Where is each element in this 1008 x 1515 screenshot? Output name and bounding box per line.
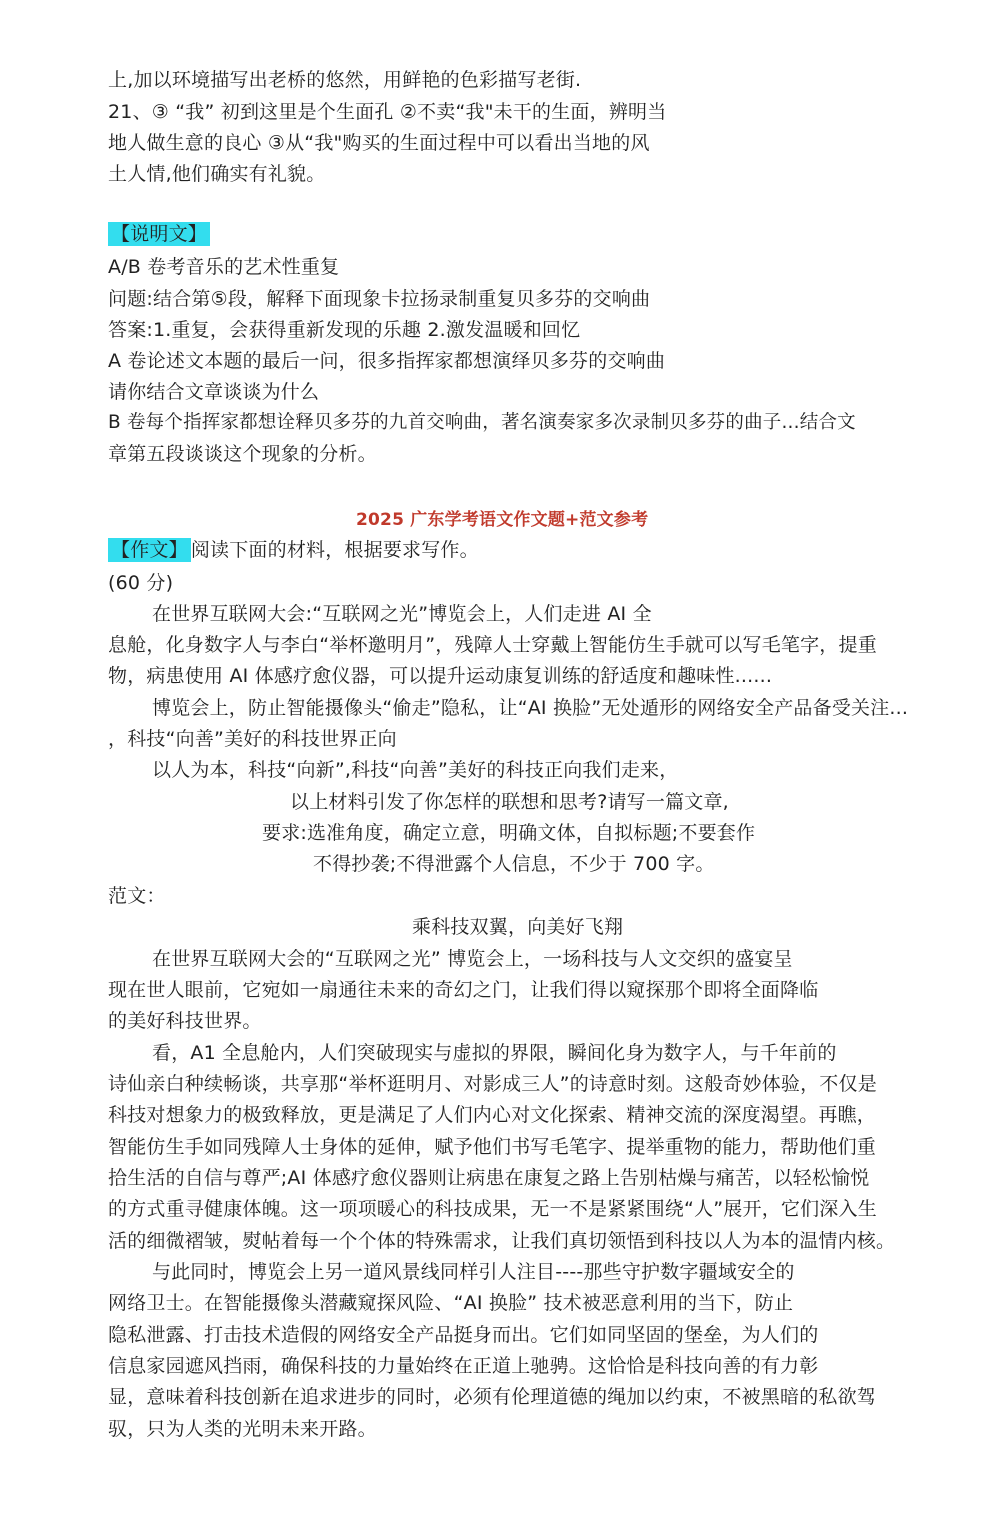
expository-line: 请你结合文章谈谈为什么 [108, 381, 320, 403]
answer-line-1: 上,加以环境描写出老桥的悠然，用鲜艳的色彩描写老街. [108, 69, 582, 91]
sample-line: 网络卫士。在智能摄像头潜藏窥探风险、“AI 换脸” 技术被恶意利用的当下，防止 [108, 1292, 794, 1314]
sample-line: 诗仙亲白种续畅谈，共享那“举杯逛明月、对影成三人”的诗意时刻。这般奇妙体验，不仅是 [108, 1073, 877, 1095]
expository-line: B 卷每个指挥家都想诠释贝多芬的九首交响曲，著名演奏家多次录制贝多芬的曲子...结合文 [108, 412, 856, 433]
expository-line: A/B 卷考音乐的艺术性重复 [108, 256, 340, 278]
sample-line: 活的细微褶皱，熨帖着每一个个体的特殊需求，让我们真切领悟到科技以人为本的温情内核。 [108, 1230, 896, 1252]
composition-intro: 阅读下面的材料，根据要求写作。 [190, 539, 479, 561]
sample-line: 科技对想象力的极致释放，更是满足了人们内心对文化探索、精神交流的深度渴望。再瞧， [108, 1104, 877, 1126]
material-line: 息舱，化身数字人与李白“举杯邀明月”，残障人士穿戴上智能仿生手就可以写毛笔字，提重 [108, 634, 877, 656]
sample-line: 隐私泄露、打击技术造假的网络安全产品挺身而出。它们如同坚固的堡垒，为人们的 [108, 1324, 819, 1346]
sample-title: 乘科技双翼，向美好飞翔 [412, 916, 624, 938]
answer-line-2: 21、③ “我” 初到这里是个生面孔 ②不卖“我"未干的生面，辨明当 [108, 101, 667, 123]
sample-line: 拾生活的自信与尊严;AI 体感疗愈仪器则让病患在康复之路上告别枯燥与痛苦，以轻松愉悦 [108, 1167, 870, 1189]
expository-heading [108, 222, 210, 246]
sample-line: 智能仿生手如同残障人士身体的延伸，赋予他们书写毛笔字、提举重物的能力，帮助他们重 [108, 1136, 877, 1158]
sample-line: 信息家园遮风挡雨，确保科技的力量始终在正道上驰骋。这恰恰是科技向善的有力彰 [108, 1355, 819, 1377]
sample-label: 范文： [108, 885, 166, 907]
expository-tag: 【说明文】 [108, 222, 210, 246]
requirement-line: 不得抄袭;不得泄露个人信息，不少于 700 字。 [313, 853, 715, 875]
material-line: 物，病患使用 AI 体感疗愈仪器，可以提升运动康复训练的舒适度和趣味性...... [108, 665, 773, 687]
sample-line: 的方式重寻健康体魄。这一项项暖心的科技成果，无一不是紧紧围绕“人”展开，它们深入生 [108, 1198, 877, 1220]
expository-line: 章第五段谈谈这个现象的分析。 [108, 443, 377, 465]
sample-line: 在世界互联网大会的“互联网之光” 博览会上，一场科技与人文交织的盛宴呈 [152, 948, 793, 970]
requirement-line: 以上材料引发了你怎样的联想和思考?请写一篇文章, [290, 791, 729, 813]
sample-line: 看，A1 全息舱内，人们突破现实与虚拟的界限，瞬间化身为数字人，与千年前的 [152, 1042, 837, 1064]
composition-tag: 【作文】 [108, 538, 191, 562]
sample-line: 显，意味着科技创新在追求进步的同时，必须有伦理道德的绳加以约束，不被黑暗的私欲驾 [108, 1386, 877, 1408]
composition-heading [108, 538, 479, 562]
material-line: 在世界互联网大会:“互联网之光”博览会上，人们走进 AI 全 [152, 603, 652, 625]
answer-line-3: 地人做生意的良心 ③从“我"购买的生面过程中可以看出当地的风 [108, 132, 650, 154]
expository-line: A 卷论述文本题的最后一问，很多指挥家都想演绎贝多芬的交响曲 [108, 350, 666, 372]
expository-line: 问题:结合第⑤段，解释下面现象卡拉扬录制重复贝多芬的交响曲 [108, 288, 651, 310]
material-line: ，科技“向善”美好的科技世界正向 [108, 728, 397, 750]
composition-score: (60 分) [108, 572, 174, 594]
expository-line: 答案:1.重复，会获得重新发现的乐趣 2.激发温暖和回忆 [108, 319, 581, 341]
sample-line: 的美好科技世界。 [108, 1010, 262, 1032]
material-line: 以人为本，科技“向新”,科技“向善”美好的科技正向我们走来， [152, 759, 679, 781]
sample-line: 与此同时，博览会上另一道风景线同样引人注目----那些守护数字疆域安全的 [152, 1261, 795, 1283]
sample-line: 驭，只为人类的光明未来开路。 [108, 1418, 377, 1440]
requirement-line: 要求:选准角度，确定立意，明确文体，自拟标题;不要套作 [262, 822, 756, 844]
sample-line: 现在世人眼前，它宛如一扇通往未来的奇幻之门，让我们得以窥探那个即将全面降临 [108, 979, 819, 1001]
material-line: 博览会上，防止智能摄像头“偷走”隐私，让“AI 换脸”无处遁形的网络安全产品备受关注... [152, 697, 909, 719]
section-title: 2025 广东学考语文作文题+范文参考 [356, 510, 649, 530]
answer-line-4: 土人情,他们确实有礼貌。 [108, 163, 326, 185]
